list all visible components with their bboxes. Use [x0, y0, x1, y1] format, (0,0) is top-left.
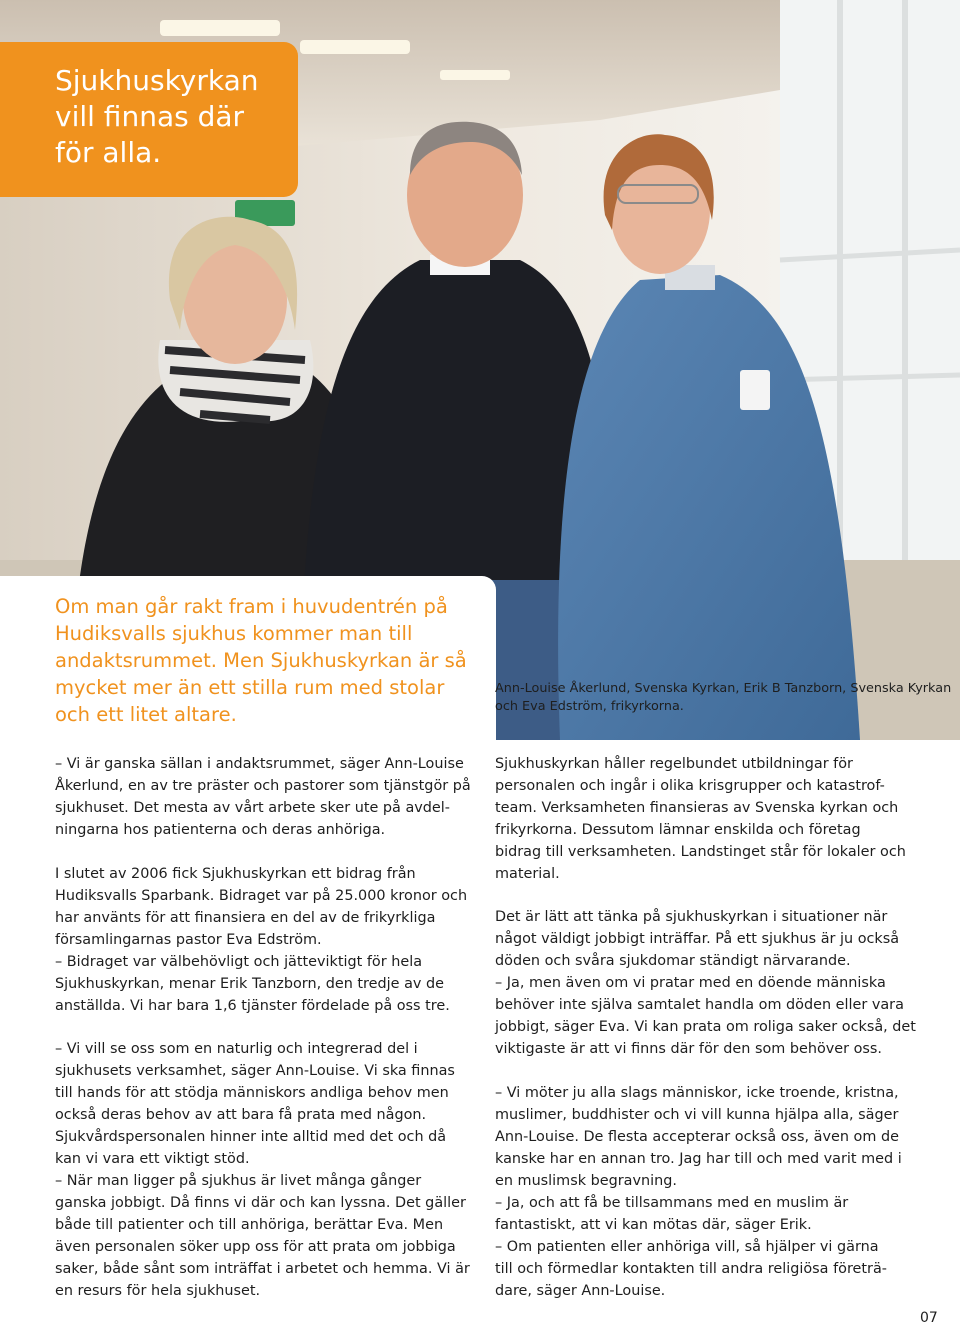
left-text-line: Sjukhuskyrkan, menar Erik Tanzborn, den tredje av de	[55, 976, 444, 992]
title-box	[0, 42, 298, 197]
right-text-line: personalen och ingår i olika krisgrupper och katastrof-	[495, 778, 885, 794]
intro-line-4: mycket mer än ett stilla rum med stolar	[55, 676, 445, 699]
right-text-line: – Ja, men även om vi pratar med en döende människa	[495, 975, 886, 991]
left-text-line: även personalen söker upp oss för att prata om jobbiga	[55, 1239, 456, 1255]
left-text-line: sjukhusets verksamhet, säger Ann-Louise. Vi ska finnas	[55, 1063, 455, 1079]
left-text-line: Hudiksvalls Sparbank. Bidraget var på 25.000 kronor och	[55, 888, 468, 904]
left-text-line: ningarna hos patienterna och deras anhöriga.	[55, 822, 386, 838]
photo-caption-line-2: och Eva Edström, frikyrkorna.	[495, 699, 684, 714]
right-text-line: muslimer, buddhister och vi vill kunna hjälpa alla, säger	[495, 1107, 899, 1123]
left-text-line: I slutet av 2006 fick Sjukhuskyrkan ett bidrag från	[55, 866, 416, 882]
right-text-line: kanske har en annan tro. Jag har till och med varit med i	[495, 1151, 902, 1167]
right-text-line: något väldigt jobbigt inträffar. På ett sjukhus är ju också	[495, 931, 900, 947]
right-text-line: behöver inte själva samtalet handla om döden eller vara	[495, 997, 904, 1013]
left-text-line: har använts för att finansiera en del av de frikyrkliga	[55, 910, 436, 926]
right-text-line: – Vi möter ju alla slags människor, icke troende, kristna,	[495, 1085, 899, 1101]
intro-line-3: andaktsrummet. Men Sjukhuskyrkan är så	[55, 649, 467, 672]
left-text-line: – Vi är ganska sällan i andaktsrummet, säger Ann-Louise	[55, 756, 464, 772]
right-text-line: bidrag till verksamheten. Landstinget står för lokaler och	[495, 844, 906, 860]
right-text-line: team. Verksamheten finansieras av Svenska kyrkan och	[495, 800, 899, 816]
left-text-line: kan vi vara ett viktigt stöd.	[55, 1151, 250, 1167]
right-text-line: material.	[495, 866, 560, 882]
left-text-line: också deras behov av att bara få prata med någon.	[55, 1107, 427, 1123]
left-text-line: saker, både sånt som inträffat i arbetet och hemma. Vi är	[55, 1261, 470, 1277]
left-text-line: – Bidraget var välbehövligt och jätteviktigt för hela	[55, 954, 423, 970]
right-text-line: frikyrkorna. Dessutom lämnar enskilda och företag	[495, 822, 861, 838]
left-text-line: – När man ligger på sjukhus är livet många gånger	[55, 1173, 422, 1189]
left-text-line: Sjukvårdspersonalen hinner inte alltid med det och då	[55, 1129, 447, 1145]
title-line-1: Sjukhuskyrkan	[55, 64, 259, 97]
page-number: 07	[920, 1310, 938, 1326]
right-text-line: Sjukhuskyrkan håller regelbundet utbildningar för	[495, 756, 853, 772]
right-text-line: Det är lätt att tänka på sjukhuskyrkan i situationer när	[495, 909, 888, 925]
left-text-line: ganska jobbigt. Då finns vi där och kan lyssna. Det gäller	[55, 1195, 466, 1211]
photo-caption-line-1: Ann-Louise Åkerlund, Svenska Kyrkan, Erik B Tanzborn, Svenska Kyrkan	[495, 681, 952, 696]
intro-line-1: Om man går rakt fram i huvudentrén på	[55, 595, 448, 618]
left-text-line: en resurs för hela sjukhuset.	[55, 1283, 261, 1299]
intro-box	[0, 576, 496, 740]
right-text-line: till och förmedlar kontakten till andra religiösa företrä-	[495, 1261, 887, 1277]
left-text-line: Åkerlund, en av tre präster och pastorer som tjänstgör på	[55, 778, 471, 794]
right-text-line: jobbigt, säger Eva. Vi kan prata om roliga saker också, det	[495, 1019, 916, 1035]
right-text-line: – Ja, och att få be tillsammans med en muslim är	[495, 1195, 849, 1211]
intro-line-5: och ett litet altare.	[55, 703, 237, 726]
left-text-line: till hands för att stödja människors andliga behov men	[55, 1085, 449, 1101]
title-line-3: för alla.	[55, 136, 162, 169]
right-text-line: – Om patienten eller anhöriga vill, så hjälper vi gärna	[495, 1239, 879, 1255]
left-text-line: anställda. Vi har bara 1,6 tjänster fördelade på oss tre.	[55, 998, 450, 1014]
right-text-line: döden och svåra sjukdomar ständigt närvarande.	[495, 953, 851, 969]
title-line-2: vill finnas där	[55, 100, 245, 133]
left-text-line: sjukhuset. Det mesta av vårt arbete sker ute på avdel-	[55, 800, 450, 816]
right-text-line: viktigaste är att vi finns där för den som behöver oss.	[495, 1041, 882, 1057]
right-text-line: Ann-Louise. De flesta accepterar också oss, även om de	[495, 1129, 899, 1145]
right-text-line: dare, säger Ann-Louise.	[495, 1283, 666, 1299]
intro-line-2: Hudiksvalls sjukhus kommer man till	[55, 622, 413, 645]
left-text-line: församlingarnas pastor Eva Edström.	[55, 932, 322, 948]
left-text-line: – Vi vill se oss som en naturlig och integrerad del i	[55, 1041, 418, 1057]
right-text-line: fantastiskt, att vi kan mötas där, säger Erik.	[495, 1217, 812, 1233]
left-text-line: både till patienter och till anhöriga, berättar Eva. Men	[55, 1217, 444, 1233]
right-text-line: en muslimsk begravning.	[495, 1173, 677, 1189]
